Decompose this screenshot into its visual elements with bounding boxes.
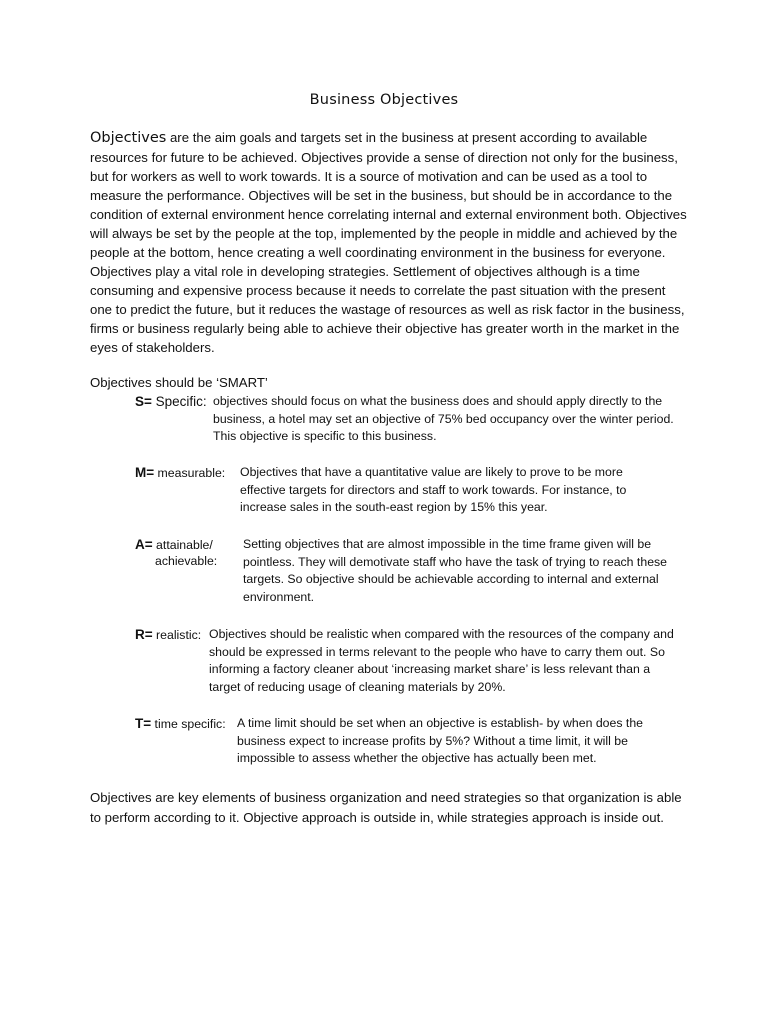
smart-label-measurable: measurable: [154,466,226,480]
smart-key-specific [135,393,207,412]
smart-letter-t: T= [135,716,152,731]
smart-desc-realistic: Objectives should be realistic when compared with the resources of the company and should be expressed in terms relevant to the people who have to carry them out. So informing a factory cleaner about ‘increasing market share’ is less relevant than a target of reducing usage of cleaning materials by 20%. [209,627,674,694]
smart-key-attainable [135,536,213,555]
smart-letter-a: A= [135,537,153,552]
smart-desc-measurable: Objectives that have a quantitative value are likely to prove to be more effective targets for directors and staff to work towards. For instance, to increase sales in the south-east region by 15% this year. [240,465,627,514]
smart-label-attainable: attainable/ [152,538,213,552]
smart-item-measurable [135,464,695,519]
closing-paragraph: Objectives are key elements of business organization and need strategies so that organization is able to perform according to it. Objective approach is outside in, while strategies approach is inside out. [90,790,682,825]
smart-key-measurable [135,464,225,483]
smart-desc-specific: objectives should focus on what the business does and should apply directly to the business, a hotel may set an objective of 75% bed occupancy over the winter period. This objective is specific to this business. [213,394,674,443]
intro-paragraph [90,128,690,357]
document-title: Business Objectives [309,92,459,108]
smart-item-specific [135,393,695,448]
smart-letter-r: R= [135,627,153,642]
intro-body: are the aim goals and targets set in the business at present according to available resources for future to be achieved. Objectives provide a sense of direction not only for the business, but for workers as well to work towards. It is a source of motivation and can be used as a tool to measure the performance. Objectives will be set in the business, but should be in accordance to the condition of external environment hence correlating internal and external environment both. Objectives will always be set by the people at the top, implemented by the people in middle and achieved by the people at the bottom, hence creating a well coordinating environment in the business for everyone. Objectives play a vital role in developing strategies. Settlement of objectives although is a time consuming and expensive process because it needs to correlate the past situation with the present one to predict the future, but it reduces the wastage of resources as well as risk factor in the business, firms or business regularly being able to achieve their objective has greater worth in the market in the eyes of stakeholders. [90,130,687,355]
smart-desc-time-specific: A time limit should be set when an objective is establish- by when does the business expect to increase profits by 5%? Without a time limit, it will be impossible to assess whether the objective has actually been met. [237,716,644,765]
smart-letter-m: M= [135,465,155,480]
smart-label-specific: Specific: [151,394,207,409]
smart-heading: Objectives should be ‘SMART’ [90,375,268,390]
smart-item-attainable [135,536,695,608]
smart-letter-s: S= [135,394,152,409]
intro-lead-word: Objectives [90,130,167,146]
smart-label-realistic: realistic: [152,628,202,642]
smart-label-time-specific: time specific: [151,717,226,731]
smart-item-time-specific [135,715,695,770]
smart-desc-attainable: Setting objectives that are almost impossible in the time frame given will be pointless. They will demotivate staff who have the task of trying to reach these targets. So objective should be achievable according to internal and external environment. [243,537,668,604]
smart-key-realistic [135,626,201,645]
smart-key-time-specific [135,715,226,734]
smart-item-realistic [135,626,695,698]
smart-label-achievable: achievable: [155,554,218,568]
